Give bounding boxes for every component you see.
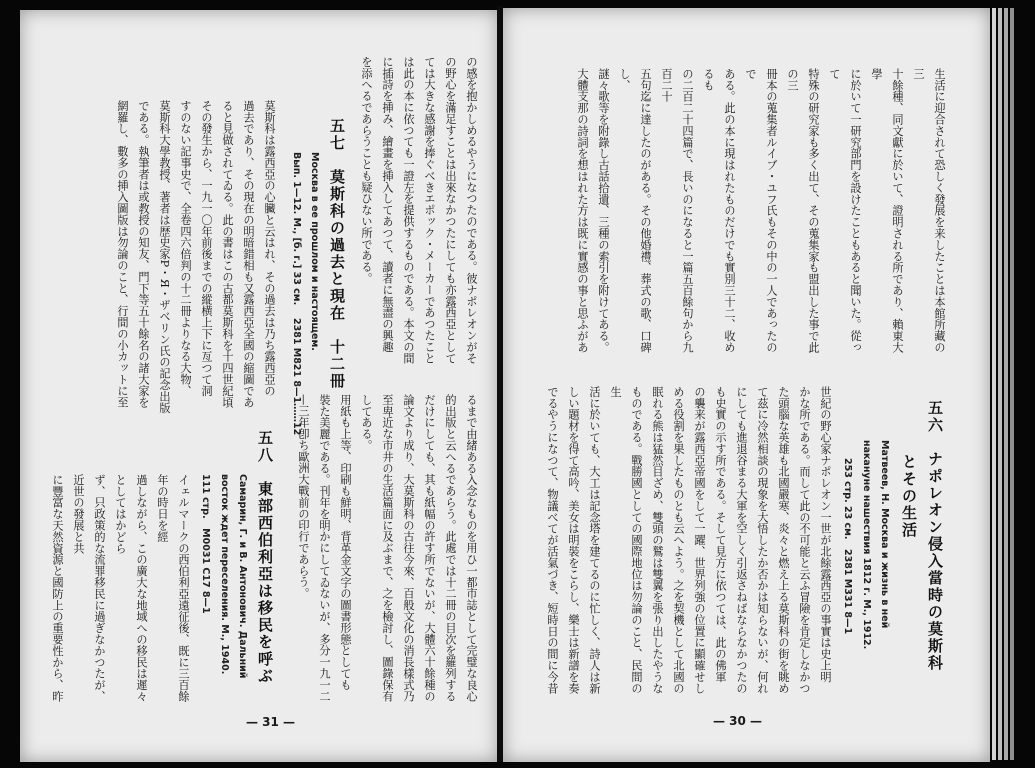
left-upper-text	[352, 56, 482, 368]
text-column: た頭腦な英雄も北國嚴寒、炎々と燃え上る莫斯科の街を眺め	[777, 386, 790, 694]
text-column: 網羅し、數多の挿入圖版は勿論のこと、行間の小カットに至	[116, 100, 129, 408]
text-column: 莫斯科は露西亞の心臟と云はれ、その過去は乃ち露西亞の	[263, 100, 276, 397]
text-column: 生活に迎合されて恐しく發展を来したことは本館所藏の三	[912, 68, 946, 353]
section-56-heading: 五六 ナポレオン侵入當時の莫斯科	[926, 400, 944, 672]
text-column: に豐富な天然資源と國防上の重要性から、昨	[51, 474, 64, 702]
text-column: 裝た美麗である。刊年を明かにしてゐないが、多分一九一二	[318, 394, 331, 702]
text-column: は此の本に依つても一證左を提供するものである。本文の間	[402, 56, 415, 364]
section-56-call-number: 253 стр. 23 см. 2381 М331 8—1	[842, 458, 853, 635]
text-column: の二百二十四篇で、長いのになると一篇五百餘句から九百二十	[660, 68, 694, 353]
text-column: を添へるであらうことも疑ひない所である。	[360, 56, 373, 284]
text-column: の襲来が露西亞帝國をして一躍、世界列強の位置に顯確せし	[693, 386, 706, 694]
section-57-biblio-imprint: Вып. 1—12. М., [б. г.] 33 см.	[291, 152, 302, 306]
left-continuation-text	[282, 394, 482, 706]
section-56-heading-cont: とその生活	[900, 454, 918, 539]
text-column: 大體支那の詩詞を想はれた方は既に實感の事と思ふがあ	[576, 68, 589, 353]
text-column: に於いて一研究部門を設けたこともあると聞いた。從って	[828, 68, 862, 353]
text-column: 特殊の研究家も多く出て、その蒐集家も盟出した事で此の三	[786, 68, 820, 353]
text-column: も史實の示す所である。そして見方に依つては、此の佛軍	[714, 386, 727, 683]
section-56-biblio-imprint: накануне нашествия 1812 г. М., 1912.	[861, 440, 872, 650]
section-58-call-number: 111 стр. М0031 С17 8—1	[200, 474, 211, 614]
text-column: るまで由緒ある入念なものを用ひ一都市誌として完璧な良心	[465, 394, 478, 702]
right-section-56-body	[536, 386, 836, 704]
text-column: すのない記事史で、全卷四六倍判の十二冊よりなる大物、	[179, 100, 192, 397]
section-56-biblio-title: Матвеев, Н. Москва и жизнь в ней	[879, 440, 890, 629]
text-column: の野心を滿足すことは出來なかつたにしても亦露西亞として	[444, 56, 457, 364]
text-column: イェルマークの西伯利亞遠征後、既に三百餘年の時日を經	[156, 474, 190, 702]
text-column: である。執筆者は或教授の知友、門下等五十餘名の諸大家を	[137, 100, 150, 408]
text-column: ものである。戰勝國としての國際地位は勿論のこと、民間の生	[609, 386, 643, 694]
text-column: 用紙も上等、印刷も鮮明、背革金文字の圖書形態としても	[339, 394, 352, 691]
page-edge	[992, 8, 996, 760]
page-number-31: — 31 —	[246, 715, 296, 729]
text-column: 至卑近な市井の生活篇面に及ぶまで、之を檢討し、圖錄保有	[381, 394, 394, 702]
right-upper-text	[570, 68, 950, 358]
right-page	[503, 8, 990, 762]
left-section-57-body	[70, 100, 280, 430]
text-column: 五句迄に達したのがある。その他婚禮、葬式の歌、口碑し、	[618, 68, 652, 353]
text-column: —三年卽ち歐洲大戰前の印行であらう。	[297, 394, 310, 600]
text-column: 眠れる熊は猛然目ざめ、雙頭の鷲は雙翼を張り出したやうな	[651, 386, 664, 694]
text-column: 的出版と云へるであらう。此處では十二冊の目次を羅列する	[444, 394, 457, 702]
text-column: かな所である。而して此の不可能と云ふ冒險を肯定しなかつ	[798, 386, 811, 694]
text-column: て茲に冷然相談の現象を大悟したか否かは知らないが、何れ	[756, 386, 769, 694]
text-column: 謎々歌等を附錄し古話拾遺、三種の索引を附けてある。	[597, 68, 610, 353]
text-column: 過しながら、この廣大な地域への移民は遲々としてはかどら	[114, 474, 148, 702]
left-page	[20, 10, 498, 762]
section-58-biblio-authors: Самарин, Г. и В. Антонович. Дальний	[237, 474, 248, 679]
text-column: ず、只政策的な流罪移民に過ぎなかつたが、近世の發展と共	[72, 474, 106, 702]
section-58-heading: 五八 東部西伯利亞は移民を呼ぶ	[256, 430, 274, 685]
text-column: める役割を果したものとも云へよう。之を契機として北國の	[672, 386, 685, 694]
text-column: に插詩を挿み、繪畫を挿入してあつて、讀者に無盡の興趣	[381, 56, 394, 353]
text-column: 世紀の野心家ナポレオン一世が北餘露西亞の事實は史上明	[819, 386, 832, 683]
text-column: しい題材を得て高吟、美女は明裝をこらし、樂士は新譜を奏	[567, 386, 580, 694]
text-column: にしても進退谷まる大軍を空しく引返さねばならなかつたの	[735, 386, 748, 694]
text-column: してある。	[360, 394, 373, 451]
text-column: の感を抱かしめるやうになつたのである。彼ナポレオンがそ	[465, 56, 478, 364]
text-column: ある。此の本に現はれたものだけでも實別三十二、收めるも	[702, 68, 736, 353]
text-column: 冊本の蒐集者ルイブ・ユフ氏もその中の一人であったので	[744, 68, 778, 353]
text-column: 論文より成り、大莫斯科の古往今來、百般文化の消長樣式乃	[402, 394, 415, 702]
page-edge	[998, 8, 1002, 760]
text-column: 十餘種、同文獻に於いて、證明される所であり、賴東大學	[870, 68, 904, 353]
text-column: 莫斯科大學教授、著者は歴史家Р・Я・ザベリン氏の記念出版	[158, 100, 171, 414]
section-57-heading: 五七 莫斯科の過去と現在 十二冊	[328, 118, 346, 390]
text-column: 過去であり、その現在の明暗錯相も又露西亞全國の縮圖であ	[242, 100, 255, 408]
page-edge	[1004, 8, 1008, 760]
page-edge	[1010, 8, 1014, 760]
section-57-biblio-title: Москва в ее прошлом и настоящем.	[309, 152, 320, 351]
text-column: だけにしても、其も紙幅の許す所でないが、大體六十餘種の	[423, 394, 436, 702]
text-column: でるやうになつて、物議べてが活氣づき、短時日の間に今昔	[546, 386, 559, 694]
text-column: その發生から、一九一〇年前後までの縱横上下に亙つて洞	[200, 100, 213, 397]
section-57-call-number: 2381 М821 8—1……12	[291, 318, 302, 436]
text-column: 活に於いても、大工は記念塔を建てるのに忙しく、詩人は新	[588, 386, 601, 694]
page-number-30: — 30 —	[713, 714, 763, 728]
section-58-biblio-imprint: восток ждет переселения. М., 1940.	[219, 474, 230, 675]
text-column: ると見做されてゐる。此の書はこの古都莫斯科を十四世紀頃	[221, 100, 234, 408]
left-section-58-body	[44, 474, 194, 706]
text-column: ては大きな感謝を捧ぐべきエポック・メーカーであつたこと	[423, 56, 436, 364]
